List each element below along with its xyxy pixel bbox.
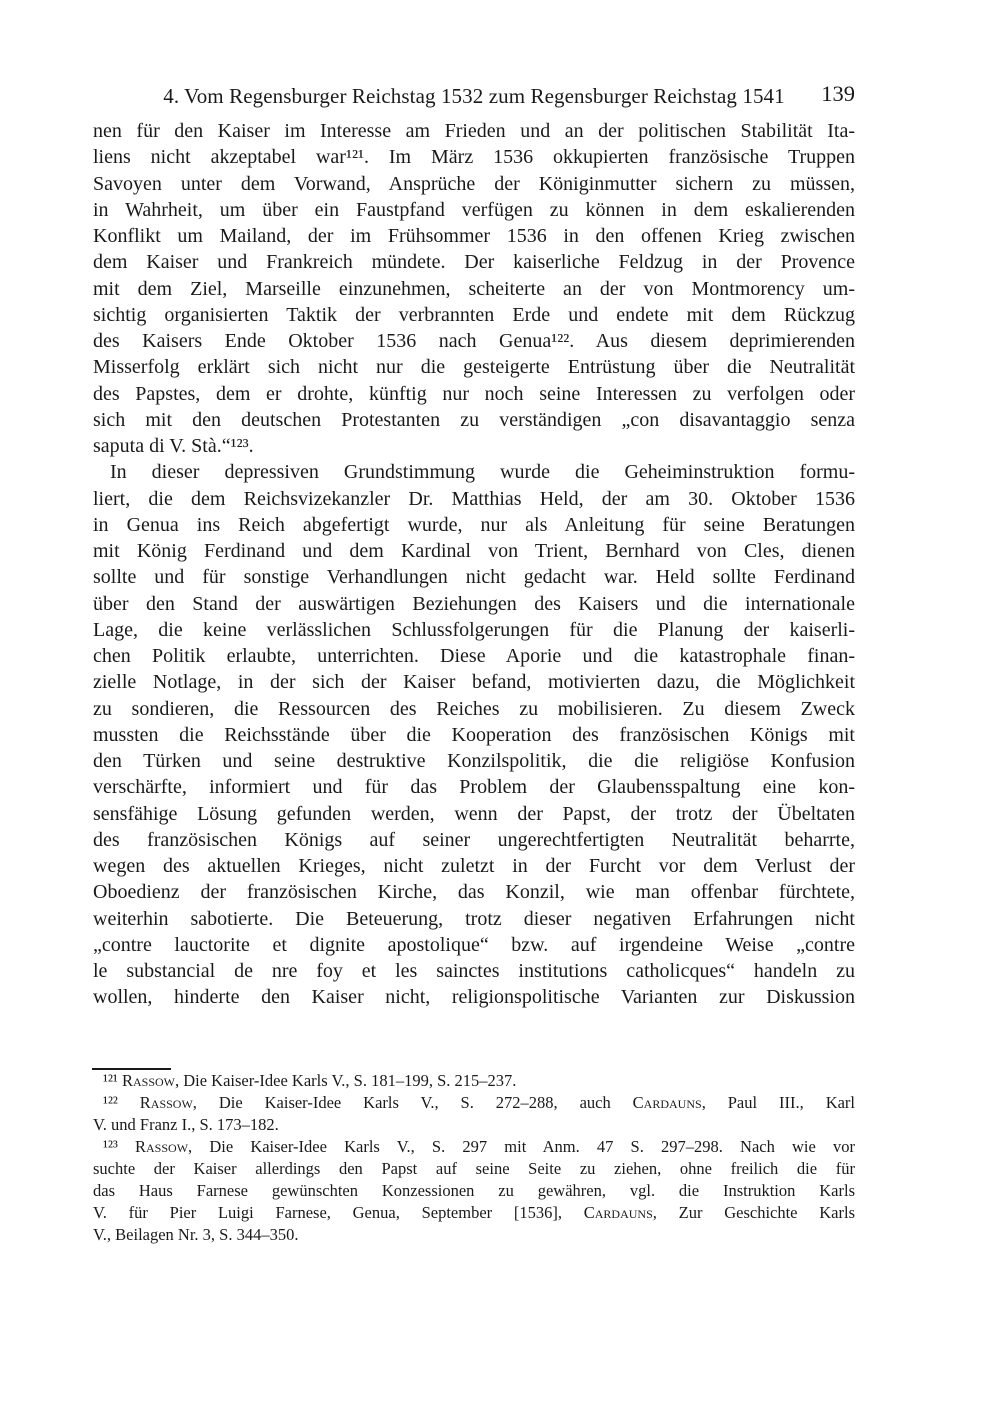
text-line: chen Politik erlaubte, unterrichten. Diese Aporie und die katastrophale finan- [93,645,855,667]
text-line: dem Kaiser und Frankreich mündete. Der kaiserliche Feldzug in der Provence [93,251,855,274]
text-line: Oboedienz der französischen Kirche, das Konzil, wie man offenbar fürchtete, [93,881,855,904]
footnote-line [93,1158,855,1180]
text-line: sollte und für sonstige Verhandlungen nicht gedacht war. Held sollte Ferdinand [93,566,855,589]
footnotes [93,1070,855,1246]
footnote-line [93,1224,855,1246]
text-line: liert, die dem Reichsvizekanzler Dr. Matthias Held, der am 30. Oktober 1536 [93,487,855,510]
text-line: des Kaisers Ende Oktober 1536 nach Genua¹²². Aus diesem deprimierenden [93,330,855,352]
footnote-text-segment: , Die Kaiser-Idee Karls V., S. 272–288, auch [192,1093,633,1112]
paragraph [93,459,855,1010]
text-line: über den Stand der auswärtigen Beziehungen des Kaisers und die internationale [93,592,855,615]
author-name-smallcaps: Rassow [121,1071,175,1090]
text-line: sensfähige Lösung gefunden werden, wenn der Papst, der trotz der Übeltaten [93,802,855,825]
text-line: wollen, hinderte den Kaiser nicht, religionspolitische Varianten zur Diskussion [93,986,855,1009]
text-line: den Türken und seine destruktive Konzilspolitik, die die religiöse Konfusion [93,750,855,772]
page-number: 139 [821,81,855,106]
text-line: mit König Ferdinand und dem Kardinal von Trient, Bernhard von Cles, dienen [93,540,855,562]
footnote-text-segment: das Haus Farnese gewünschten Konzessionen zu gewähren, vgl. die Instruktion Karls [93,1181,855,1200]
text-line: In dieser depressiven Grundstimmung wurde die Geheiminstruktion formu- [110,461,855,484]
footnote-text-segment: , Zur Geschichte Karls [652,1203,855,1222]
author-name-smallcaps: Cardauns [583,1203,653,1222]
footnote-text-segment: , Die Kaiser-Idee Karls V., S. 297 mit Anm. 47 S. 297–298. Nach wie vor [188,1137,856,1156]
text-line: zielle Notlage, in der sich der Kaiser befand, motivierten dazu, die Möglichkeit [93,671,855,694]
text-line: Konflikt um Mailand, der im Frühsommer 1536 in den offenen Krieg zwischen [93,225,855,247]
footnote-121 [93,1070,855,1092]
footnote-line [93,1114,855,1136]
author-name-smallcaps: Rassow [139,1093,193,1112]
text-line: in Wahrheit, um über ein Faustpfand verfügen zu können in dem eskalierenden [93,198,855,221]
text-line: sich mit den deutschen Protestanten zu verständigen „con disavantaggio senza [93,408,855,431]
footnote-122 [93,1092,855,1136]
footnote-text-segment: , Paul III., Karl [701,1093,856,1112]
text-line: mussten die Reichsstände über die Kooperation des französischen Königs mit [93,723,855,746]
footnote-text-segment: ¹²³ [103,1137,136,1156]
footnote-text-segment: V. und Franz I., S. 173–182. [93,1115,279,1134]
text-line: sichtig organisierten Taktik der verbrannten Erde und endete mit dem Rückzug [93,303,855,326]
footnote-text-segment: , Die Kaiser-Idee Karls V., S. 181–199, S. 215–237. [174,1071,517,1090]
text-line: des Papstes, dem er drohte, künftig nur noch seine Interessen zu verfolgen oder [93,382,855,405]
text-line: wegen des aktuellen Krieges, nicht zuletzt in der Furcht vor dem Verlust der [93,855,855,877]
footnote-line [93,1092,855,1114]
text-line: Lage, die keine verlässlichen Schlussfolgerungen für die Planung der kaiserli- [93,618,855,641]
paragraph [93,118,855,459]
footnote-line [93,1070,855,1092]
text-line: Savoyen unter dem Vorwand, Ansprüche der Königinmutter sichern zu müssen, [93,172,855,195]
footnote-123 [93,1136,855,1246]
text-line: zu sondieren, die Ressourcen des Reiches zu mobilisieren. Zu diesem Zweck [93,697,855,720]
running-header-title: 4. Vom Regensburger Reichstag 1532 zum Regensburger Reichstag 1541 [163,84,785,108]
text-line: verschärfte, informiert und für das Problem der Glaubensspaltung eine kon- [93,776,855,799]
text-line: liens nicht akzeptabel war¹²¹. Im März 1536 okkupierten französische Truppen [93,146,855,169]
text-line: „contre lauctorite et dignite apostolique“ bzw. auf irgendeine Weise „contre [93,933,855,956]
footnote-line [93,1136,855,1158]
text-line: le substancial de nre foy et les sainctes institutions catholicques“ handeln zu [93,960,855,982]
text-line: weiterhin sabotierte. Die Beteuerung, trotz dieser negativen Erfahrungen nicht [93,907,855,930]
text-line: mit dem Ziel, Marseille einzunehmen, scheiterte an der von Montmorency um- [93,277,855,300]
author-name-smallcaps: Cardauns [632,1093,702,1112]
footnote-text-segment: suchte der Kaiser allerdings den Papst auf seine Seite zu ziehen, ohne freilich die für [93,1159,855,1178]
text-line: saputa di V. Stà.“¹²³. [93,435,254,457]
text-line: nen für den Kaiser im Interesse am Frieden und an der politischen Stabilität Ita- [93,120,855,142]
footnote-text-segment: V., Beilagen Nr. 3, S. 344–350. [93,1225,299,1244]
text-line: Misserfolg erklärt sich nicht nur die gesteigerte Entrüstung über die Neutralität [93,356,855,379]
text-line: des französischen Königs auf seiner ungerechtfertigten Neutralität beharrte, [93,828,855,851]
text-line: in Genua ins Reich abgefertigt wurde, nur als Anleitung für seine Beratungen [93,513,855,536]
footnote-text-segment: V. für Pier Luigi Farnese, Genua, September [1536], [93,1203,584,1222]
body-text [93,118,855,1011]
footnote-text-segment: ¹²² [103,1093,140,1112]
footnote-line [93,1180,855,1202]
running-header [93,82,855,110]
footnote-line [93,1202,855,1224]
author-name-smallcaps: Rassow [135,1137,189,1156]
footnote-text-segment: ¹²¹ [103,1071,122,1090]
